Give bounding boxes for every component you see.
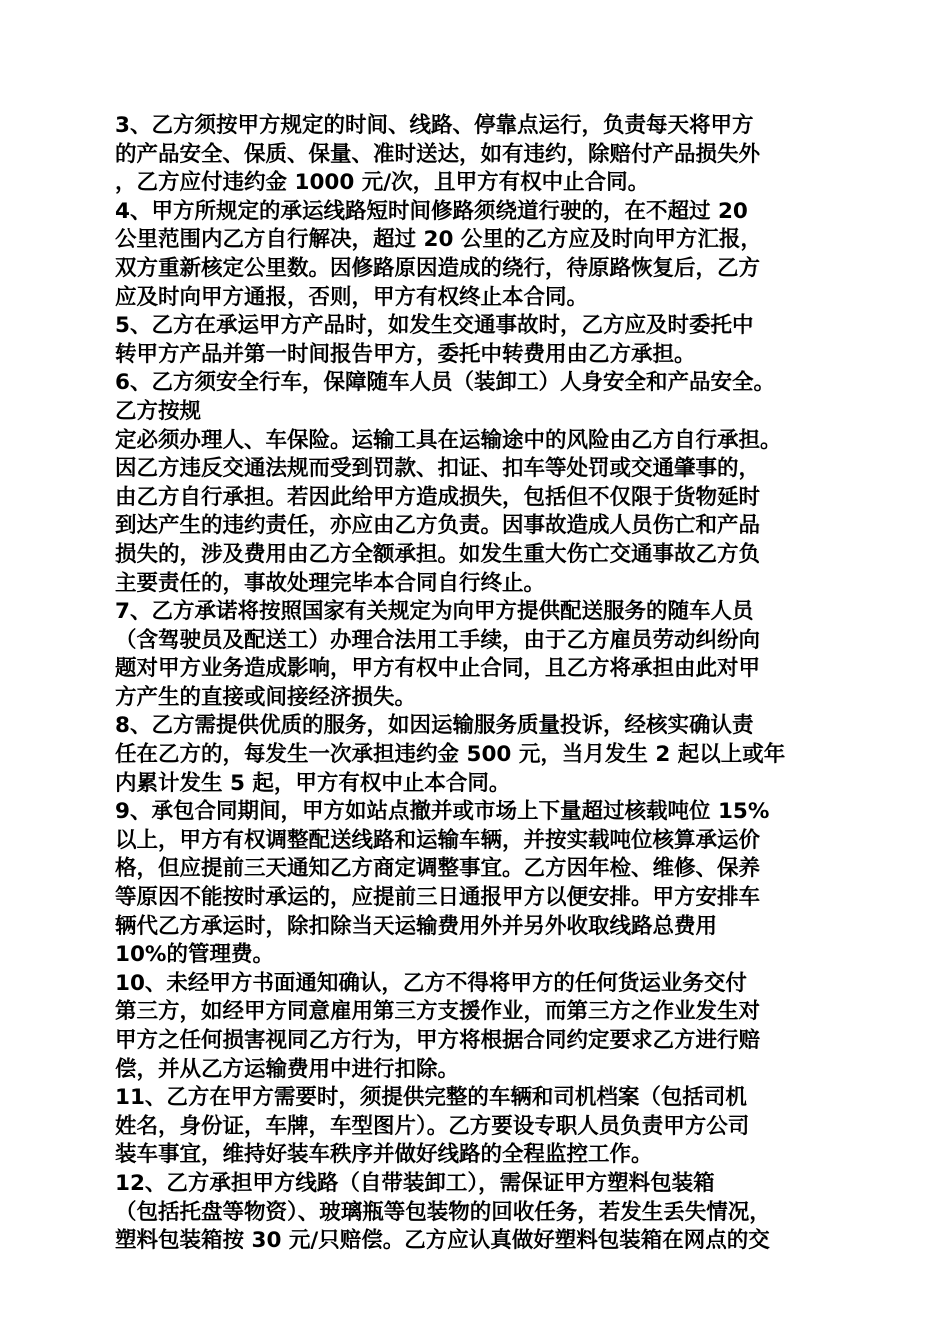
text-line: 姓名，身份证，车牌，车型图片）。乙方要设专职人员负责甲方公司 — [115, 1113, 750, 1139]
text-line: ，乙方应付违约金 1000 元/次，且甲方有权中止合同。 — [115, 170, 650, 196]
text-line: 由乙方自行承担。若因此给甲方造成损失，包括但不仅限于货物延时 — [115, 484, 761, 510]
text-line: 双方重新核定公里数。因修路原因造成的绕行，待原路恢复后，乙方 — [115, 255, 761, 281]
contract-text-body — [115, 112, 845, 1256]
text-line: 内累计发生 5 起，甲方有权中止本合同。 — [115, 770, 511, 796]
text-line: 3、乙方须按甲方规定的时间、线路、停靠点运行，负责每天将甲方 — [115, 113, 754, 138]
text-line: 10、未经甲方书面通知确认，乙方不得将甲方的任何货运业务交付 — [115, 970, 747, 996]
text-line: 10%的管理费。 — [115, 942, 274, 968]
text-line: 12、乙方承担甲方线路（自带装卸工），需保证甲方塑料包装箱 — [115, 1170, 715, 1196]
text-line: 6、乙方须安全行车，保障随车人员（装卸工）人身安全和产品安全。 — [115, 370, 775, 396]
text-line: 定必须办理人、车保险。运输工具在运输途中的风险由乙方自行承担。 — [115, 427, 782, 453]
text-line: 装车事宜，维持好装车秩序并做好线路的全程监控工作。 — [115, 1142, 653, 1168]
text-line: 转甲方产品并第一时间报告甲方，委托中转费用由乙方承担。 — [115, 341, 696, 367]
text-line: 损失的，涉及费用由乙方全额承担。如发生重大伤亡交通事故乙方负 — [115, 541, 761, 567]
text-line: 的产品安全、保质、保量、准时送达，如有违约，除赔付产品损失外 — [115, 141, 761, 167]
text-line: 11、乙方在甲方需要时，须提供完整的车辆和司机档案（包括司机 — [115, 1085, 747, 1111]
text-line: （含驾驶员及配送工）办理合法用工手续，由于乙方雇员劳动纠纷向 — [115, 627, 761, 653]
text-line: 主要责任的，事故处理完毕本合同自行终止。 — [115, 570, 546, 596]
text-line: 格，但应提前三天通知乙方商定调整事宜。乙方因年检、维修、保养 — [115, 856, 761, 882]
text-line: 公里范围内乙方自行解决，超过 20 公里的乙方应及时向甲方汇报， — [115, 227, 762, 253]
text-line: 甲方之任何损害视同乙方行为，甲方将根据合同约定要求乙方进行赔 — [115, 1028, 761, 1053]
text-line: 辆代乙方承运时，除扣除当天运输费用外并另外收取线路总费用 — [115, 913, 718, 939]
text-line: 8、乙方需提供优质的服务，如因运输服务质量投诉，经核实确认责 — [115, 713, 754, 739]
text-line: 乙方按规 — [115, 398, 202, 424]
text-line: 到达产生的违约责任，亦应由乙方负责。因事故造成人员伤亡和产品 — [115, 513, 761, 539]
text-line: 4、甲方所规定的承运线路短时间修路须绕道行驶的，在不超过 20 — [115, 198, 748, 224]
text-line: 偿，并从乙方运输费用中进行扣除。 — [115, 1056, 460, 1082]
text-line: 方产生的直接或间接经济损失。 — [115, 684, 417, 710]
text-line: 塑料包装箱按 30 元/只赔偿。乙方应认真做好塑料包装箱在网点的交 — [115, 1228, 770, 1254]
text-line: （包括托盘等物资）、玻璃瓶等包装物的回收任务，若发生丢失情况， — [115, 1199, 771, 1225]
text-line: 等原因不能按时承运的，应提前三日通报甲方以便安排。甲方安排车 — [115, 885, 761, 911]
text-line: 应及时向甲方通报，否则，甲方有权终止本合同。 — [115, 284, 589, 310]
text-line: 第三方，如经甲方同意雇用第三方支援作业，而第三方之作业发生对 — [115, 999, 761, 1025]
text-line: 9、承包合同期间，甲方如站点撤并或市场上下量超过核载吨位 15% — [115, 799, 770, 825]
text-line: 5、乙方在承运甲方产品时，如发生交通事故时，乙方应及时委托中 — [115, 313, 754, 339]
text-line: 因乙方违反交通法规而受到罚款、扣证、扣车等处罚或交通肇事的， — [115, 456, 761, 482]
text-line: 7、乙方承诺将按照国家有关规定为向甲方提供配送服务的随车人员 — [115, 599, 754, 625]
text-line: 题对甲方业务造成影响，甲方有权中止合同，且乙方将承担由此对甲 — [115, 656, 761, 682]
text-line: 任在乙方的，每发生一次承担违约金 500 元，当月发生 2 起以上或年 — [115, 742, 786, 768]
text-line: 以上，甲方有权调整配送线路和运输车辆，并按实载吨位核算承运价 — [115, 827, 761, 853]
